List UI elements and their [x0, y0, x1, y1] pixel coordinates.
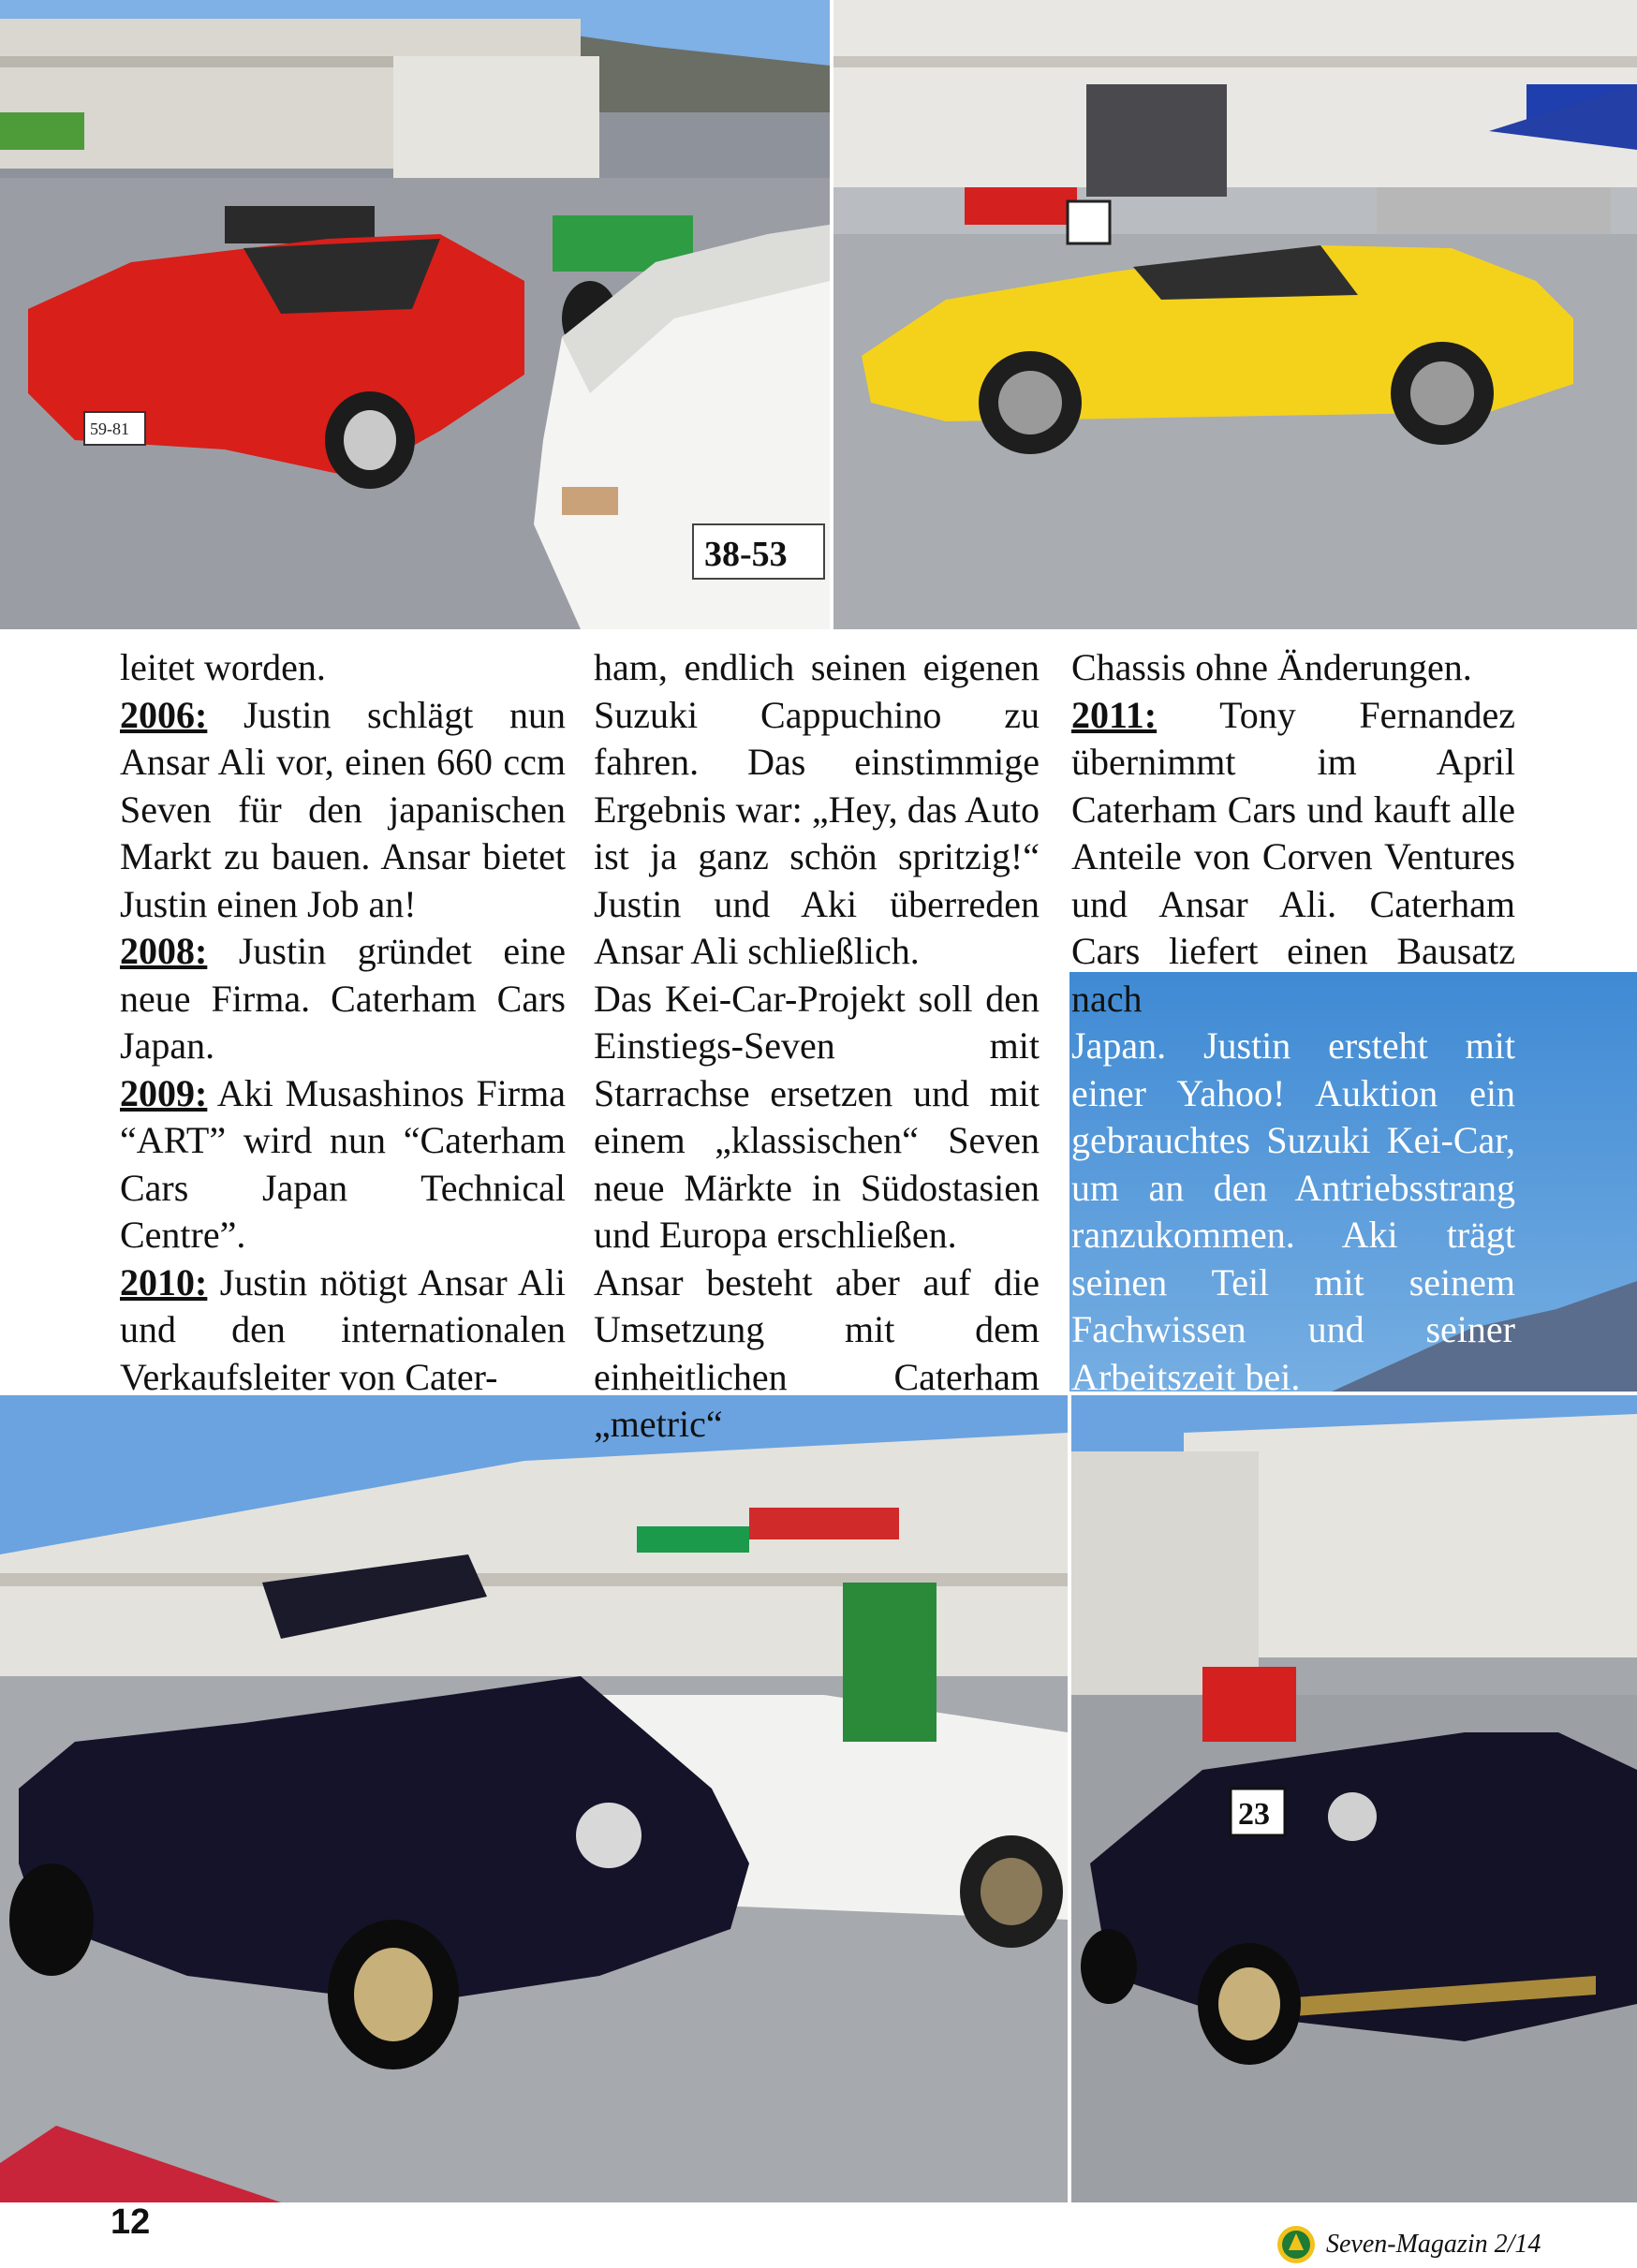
- lotus-logo-icon: [1276, 2224, 1317, 2265]
- paragraph-text: Justin nötigt Ansar Ali und den internationalen Verkaufsleiter von Cater-: [120, 1260, 566, 1398]
- paragraph-2006: [120, 692, 566, 929]
- white-car-plate: 38-53: [704, 535, 788, 574]
- text-column-2: [594, 644, 1040, 1449]
- paragraph-2009: [120, 1070, 566, 1259]
- paragraph: leitet worden.: [120, 646, 326, 688]
- photo-bottom-right: [1071, 1395, 1637, 2202]
- page-number: 12: [111, 2202, 151, 2242]
- paragraph-text: Justin schlägt nun Ansar Ali vor, einen 660 ccm Seven für den japanischen Markt zu bauen. Ansar bietet Justin einen Job an!: [120, 693, 566, 925]
- magazine-footer: [1276, 2224, 1541, 2265]
- photo-bottom-left: [0, 1395, 1068, 2202]
- paragraph-2011: [1071, 692, 1515, 1024]
- paragraph: Das Kei-Car-Projekt soll den Einstiegs-Seven mit Starrachse ersetzen und mit einem „klassischen“ Seven neue Märkte in Südostasien und Europa erschließen.: [594, 977, 1040, 1256]
- text-column-1: [120, 644, 566, 1401]
- red-car-plate: 59-81: [90, 420, 129, 438]
- paragraph: Ansar besteht aber auf die Umsetzung mit dem einheitlichen Caterham „metric“: [594, 1260, 1040, 1445]
- magazine-name: Seven-Magazin 2/14: [1326, 2230, 1541, 2259]
- paragraph-2010: [120, 1259, 566, 1402]
- photo-top-left: [0, 0, 830, 629]
- year-label: 2011:: [1071, 693, 1158, 736]
- paragraph: Chassis ohne Änderungen.: [1071, 646, 1472, 688]
- year-label: 2006:: [120, 693, 208, 736]
- year-label: 2008:: [120, 930, 208, 972]
- photo-top-right: [833, 0, 1637, 629]
- paragraph-text: Aki Musashinos Firma “ART” wird nun “Caterham Cars Japan Technical Centre”.: [120, 1071, 566, 1256]
- year-label: 2010:: [120, 1260, 208, 1303]
- text-column-3: [1071, 644, 1515, 1401]
- paragraph-on-sky: Japan. Justin ersteht mit einer Yahoo! Auktion ein gebrauchtes Suzuki Kei-Car, um an den Antriebsstrang ranzukommen. Aki trägt seinen Teil mit seinem Fachwissen und seiner Arbeitszeit bei.: [1071, 1024, 1515, 1398]
- race-number: 23: [1238, 1797, 1270, 1832]
- paragraph-2008: [120, 928, 566, 1070]
- paragraph-text: Justin gründet eine neue Firma. Caterham Cars Japan.: [120, 930, 566, 1067]
- paragraph: ham, endlich seinen eigenen Suzuki Cappuchino zu fahren. Das einstimmige Ergebnis war: „Hey, das Auto ist ja ganz schön spritzig!“ Justin und Aki überreden Ansar Ali schließlich.: [594, 646, 1040, 972]
- paragraph-text: Tony Fernandez übernimmt im April Caterham Cars und kauft alle Anteile von Corven Ventures und Ansar Ali. Caterham Cars liefert einen Bausatz nach: [1071, 693, 1515, 1020]
- year-label: 2009:: [120, 1071, 208, 1114]
